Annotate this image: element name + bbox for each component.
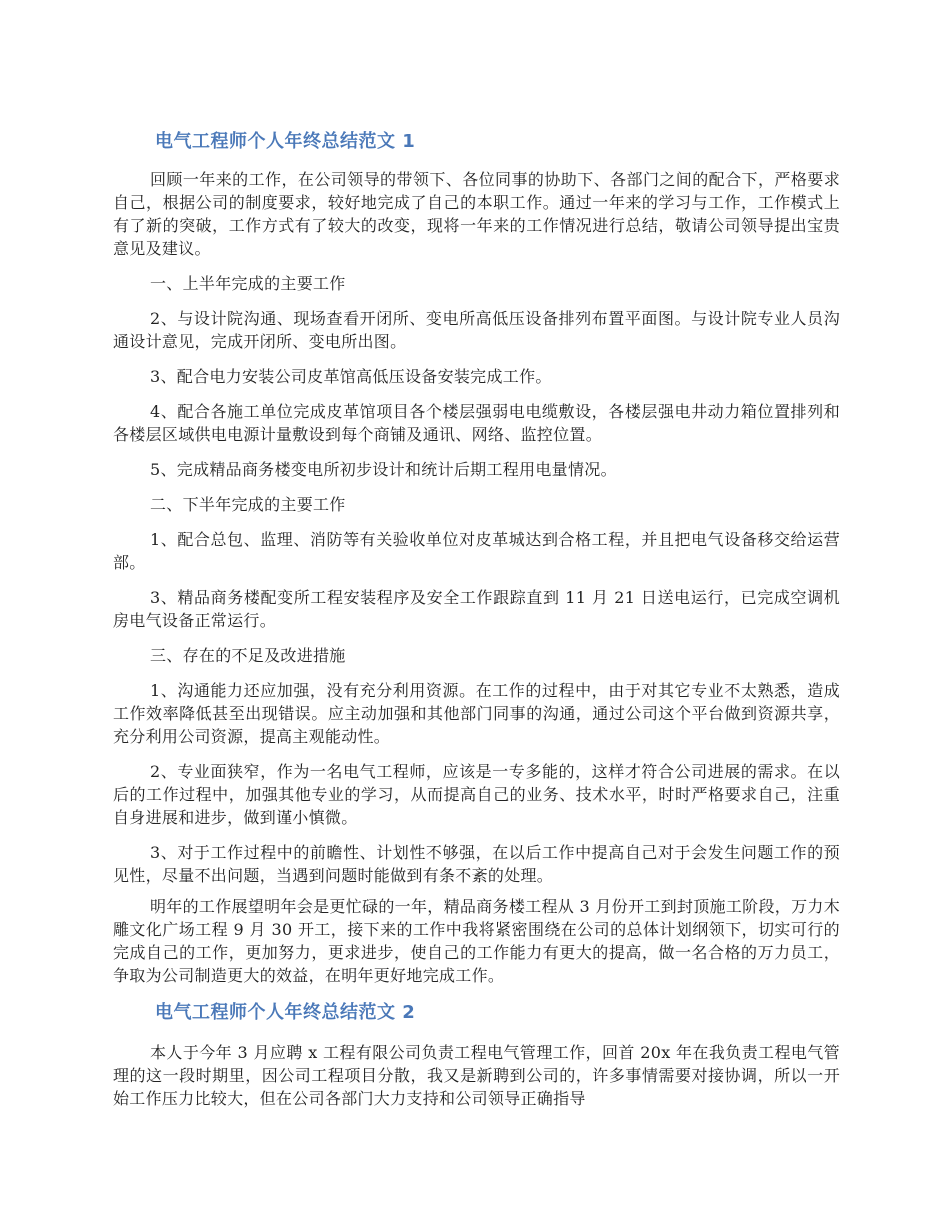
paragraph: 4、配合各施工单位完成皮革馆项目各个楼层强弱电电缆敷设，各楼层强电井动力箱位置排列和各楼层区域供电电源计量敷设到每个商铺及通讯、网络、监控位置。 — [113, 402, 840, 444]
paragraph: 3、配合电力安装公司皮革馆高低压设备安装完成工作。 — [150, 367, 552, 386]
paragraph: 1、配合总包、监理、消防等有关验收单位对皮革城达到合格工程，并且把电气设备移交给运营部。 — [113, 530, 840, 572]
paragraph: 2、专业面狭窄，作为一名电气工程师，应该是一专多能的，这样才符合公司进展的需求。在以后的工作过程中，加强其他专业的学习，从而提高自己的业务、技术水平，时时严格要求自己，注重自身进展和进步，做到谨小慎微。 — [113, 762, 840, 827]
subheading: 一、上半年完成的主要工作 — [150, 274, 346, 293]
document-page — [113, 128, 840, 1122]
subheading: 二、下半年完成的主要工作 — [150, 495, 346, 514]
subheading: 三、存在的不足及改进措施 — [150, 646, 346, 665]
section-2-title: 电气工程师个人年终总结范文 2 — [155, 1002, 416, 1023]
paragraph: 回顾一年来的工作，在公司领导的带领下、各位同事的协助下、各部门之间的配合下，严格要求自己，根据公司的制度要求，较好地完成了自己的本职工作。通过一年来的学习与工作，工作模式上有了新的突破，工作方式有了较大的改变，现将一年来的工作情况进行总结，敬请公司领导提出宝贵意见及建议。 — [113, 170, 840, 258]
paragraph: 3、精品商务楼配变所工程安装程序及安全工作跟踪直到 11 月 21 日送电运行，已完成空调机房电气设备正常运行。 — [113, 588, 840, 630]
paragraph: 1、沟通能力还应加强，没有充分利用资源。在工作的过程中，由于对其它专业不太熟悉，造成工作效率降低甚至出现错误。应主动加强和其他部门同事的沟通，通过公司这个平台做到资源共享，充分利用公司资源，提高主观能动性。 — [113, 681, 840, 746]
paragraph: 2、与设计院沟通、现场查看开闭所、变电所高低压设备排列布置平面图。与设计院专业人员沟通设计意见，完成开闭所、变电所出图。 — [113, 309, 840, 351]
paragraph: 明年的工作展望明年会是更忙碌的一年，精品商务楼工程从 3 月份开工到封顶施工阶段，万力木雕文化广场工程 9 月 30 开工，接下来的工作中我将紧密围绕在公司的总体计划纲领下，切实可行的完成自己的工作，更加努力，更求进步，使自己的工作能力有更大的提高，做一名合格的万力员工，争取为公司制造更大的效益，在明年更好地完成工作。 — [113, 897, 840, 985]
paragraph: 本人于今年 3 月应聘 x 工程有限公司负责工程电气管理工作，回首 20x 年在我负责工程电气管理的这一段时期里，因公司工程项目分散，我又是新聘到公司的，许多事情需要对接协调，所以一开始工作压力比较大，但在公司各部门大力支持和公司领导正确指导 — [113, 1043, 840, 1108]
paragraph: 3、对于工作过程中的前瞻性、计划性不够强，在以后工作中提高自己对于会发生问题工作的预见性，尽量不出问题，当遇到问题时能做到有条不紊的处理。 — [113, 843, 840, 885]
paragraph: 5、完成精品商务楼变电所初步设计和统计后期工程用电量情况。 — [150, 460, 617, 479]
section-1-title: 电气工程师个人年终总结范文 1 — [155, 131, 416, 152]
